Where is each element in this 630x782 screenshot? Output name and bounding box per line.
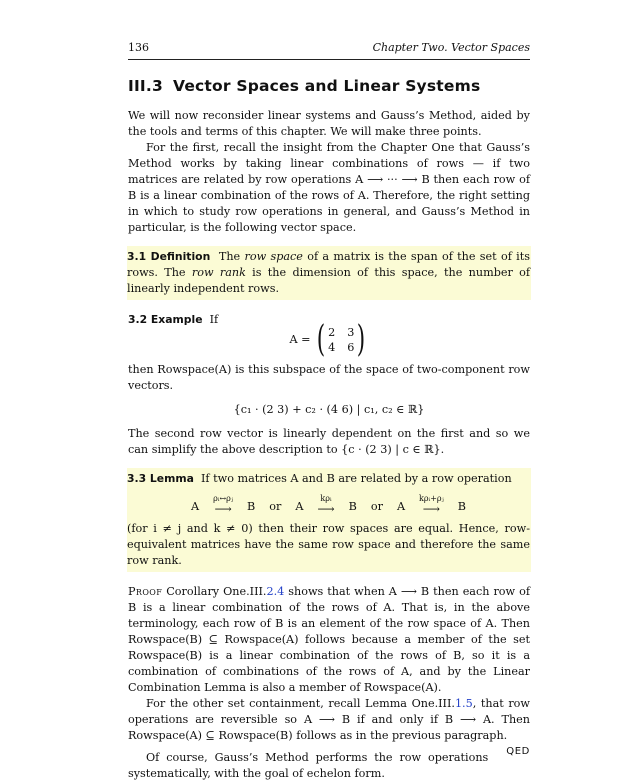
example-lead: If: [209, 313, 219, 326]
intro-paragraph-1: We will now reconsider linear systems and Gauss’s Method, aided by the tools and terms of this chapter. We will make three points.: [128, 109, 530, 138]
example-label: 3.2 Example: [128, 313, 203, 326]
arrow-glyph: ⟶: [422, 502, 440, 516]
link-lemma-1-5[interactable]: 1.5: [454, 697, 473, 710]
or-word: or: [370, 500, 383, 513]
proof-paragraph-2: [128, 696, 530, 757]
definition-label: 3.1 Definition: [127, 250, 211, 263]
matrix-entry: 4: [328, 341, 336, 354]
op-arrow-combine: [419, 495, 444, 515]
intro-paragraph-2: For the first, recall the insight from the Chapter One that Gauss’s Method works by taking linear combinations of rows — if two matrices are related by row operations A ⟶ ··· ⟶ B then each row of B is a linear combination of the rows of A. Therefore, the right setting in which to study row operations in general, and Gauss’s Method in particular, is the following vector space.: [128, 141, 530, 234]
link-corollary-2-4[interactable]: 2.4: [266, 585, 285, 598]
or-word: or: [269, 500, 282, 513]
chapter-title: Chapter Two. Vector Spaces: [372, 41, 530, 54]
proof-text: shows that when A ⟶ B then each row of B is a linear combination of the rows of A. That is, in the above terminology, each row of B is an element of the row space of A. Then Rowspace(B) ⊆ Rowspace(A) follows because a member of the set Rowspace(B) is a linear combination of the rows of B, so it is a combination of combinations of the rows of A, and by the Linear Combination Lemma is also a member of Rowspace(A).: [128, 585, 530, 694]
page-number: 136: [128, 41, 149, 54]
right-paren: ): [357, 319, 366, 360]
left-paren: (: [316, 319, 326, 360]
row-operations: [127, 495, 530, 515]
section-heading: [128, 78, 530, 94]
op-arrow-swap: [213, 495, 233, 515]
set-display: {c₁ · (2 3) + c₂ · (4 6) | c₁, c₂ ∈ ℝ}: [233, 403, 425, 416]
term-row-rank: row rank: [191, 266, 246, 279]
matrix-grid: [328, 325, 354, 355]
lemma-tail: (for i ≠ j and k ≠ 0) then their row spaces are equal. Hence, row-equivalent matrices have the same row space and therefore the same row rank.: [127, 522, 530, 567]
matrix-entry: 3: [347, 326, 355, 339]
proof-text: For the other set containment, recall Lemma One.III.: [146, 697, 455, 710]
proof-block: [128, 584, 530, 757]
closing-paragraph: Of course, Gauss’s Method performs the row operations systematically, with the goal of echelon form.: [128, 751, 489, 780]
proof-paragraph-1: [128, 584, 530, 696]
proof-label: Proof: [128, 585, 163, 598]
example-paragraph-2: The second row vector is linearly dependent on the first and so we can simplify the above description to {c · (2 3) | c ∈ ℝ}.: [128, 427, 530, 456]
definition-part: of a matrix is the span of the set of its rows. The: [127, 250, 530, 279]
op-from: A: [295, 500, 304, 513]
op-to: B: [457, 500, 466, 513]
matrix-entry: 2: [328, 326, 336, 339]
lemma-lead: If two matrices A and B are related by a row operation: [201, 472, 512, 485]
page: [128, 40, 530, 782]
definition-part: is the dimension of this space, the number of linearly independent rows.: [127, 266, 531, 295]
example-paragraph-1: then Rowspace(A) is this subspace of the space of two-component row vectors.: [128, 363, 530, 392]
matrix-entry: 6: [347, 341, 355, 354]
op-from: A: [191, 500, 200, 513]
lemma-label: 3.3 Lemma: [127, 472, 194, 485]
definition-text: [127, 249, 530, 297]
definition-part: The: [218, 250, 245, 263]
example-block: [128, 312, 530, 458]
running-head: [128, 40, 530, 60]
qed-mark: QED: [506, 746, 530, 757]
op-arrow-scale: [317, 495, 334, 515]
section-number: III.3: [128, 77, 163, 95]
op-label: ρᵢ↔ρⱼ: [213, 494, 233, 503]
op-label: kρᵢ+ρⱼ: [419, 494, 444, 503]
term-row-space: row space: [244, 250, 303, 263]
op-from: A: [396, 500, 406, 513]
matrix-lhs: A =: [289, 333, 311, 346]
op-to: B: [246, 500, 256, 513]
lemma-box: [127, 468, 531, 572]
definition-box: [127, 246, 531, 300]
proof-text: , that row operations are reversible so A ⟶ B if and only if B ⟶ A. Then Rowspace(A) ⊆ Rowspace(B) follows as in the previous paragraph.: [128, 697, 530, 742]
section-title: Vector Spaces and Linear Systems: [172, 77, 481, 95]
proof-text: Corollary One.III.: [162, 585, 267, 598]
arrow-glyph: ⟶: [317, 502, 335, 516]
op-label: kρᵢ: [320, 494, 332, 503]
matrix: [314, 319, 368, 360]
arrow-glyph: ⟶: [214, 502, 232, 516]
op-to: B: [348, 500, 357, 513]
